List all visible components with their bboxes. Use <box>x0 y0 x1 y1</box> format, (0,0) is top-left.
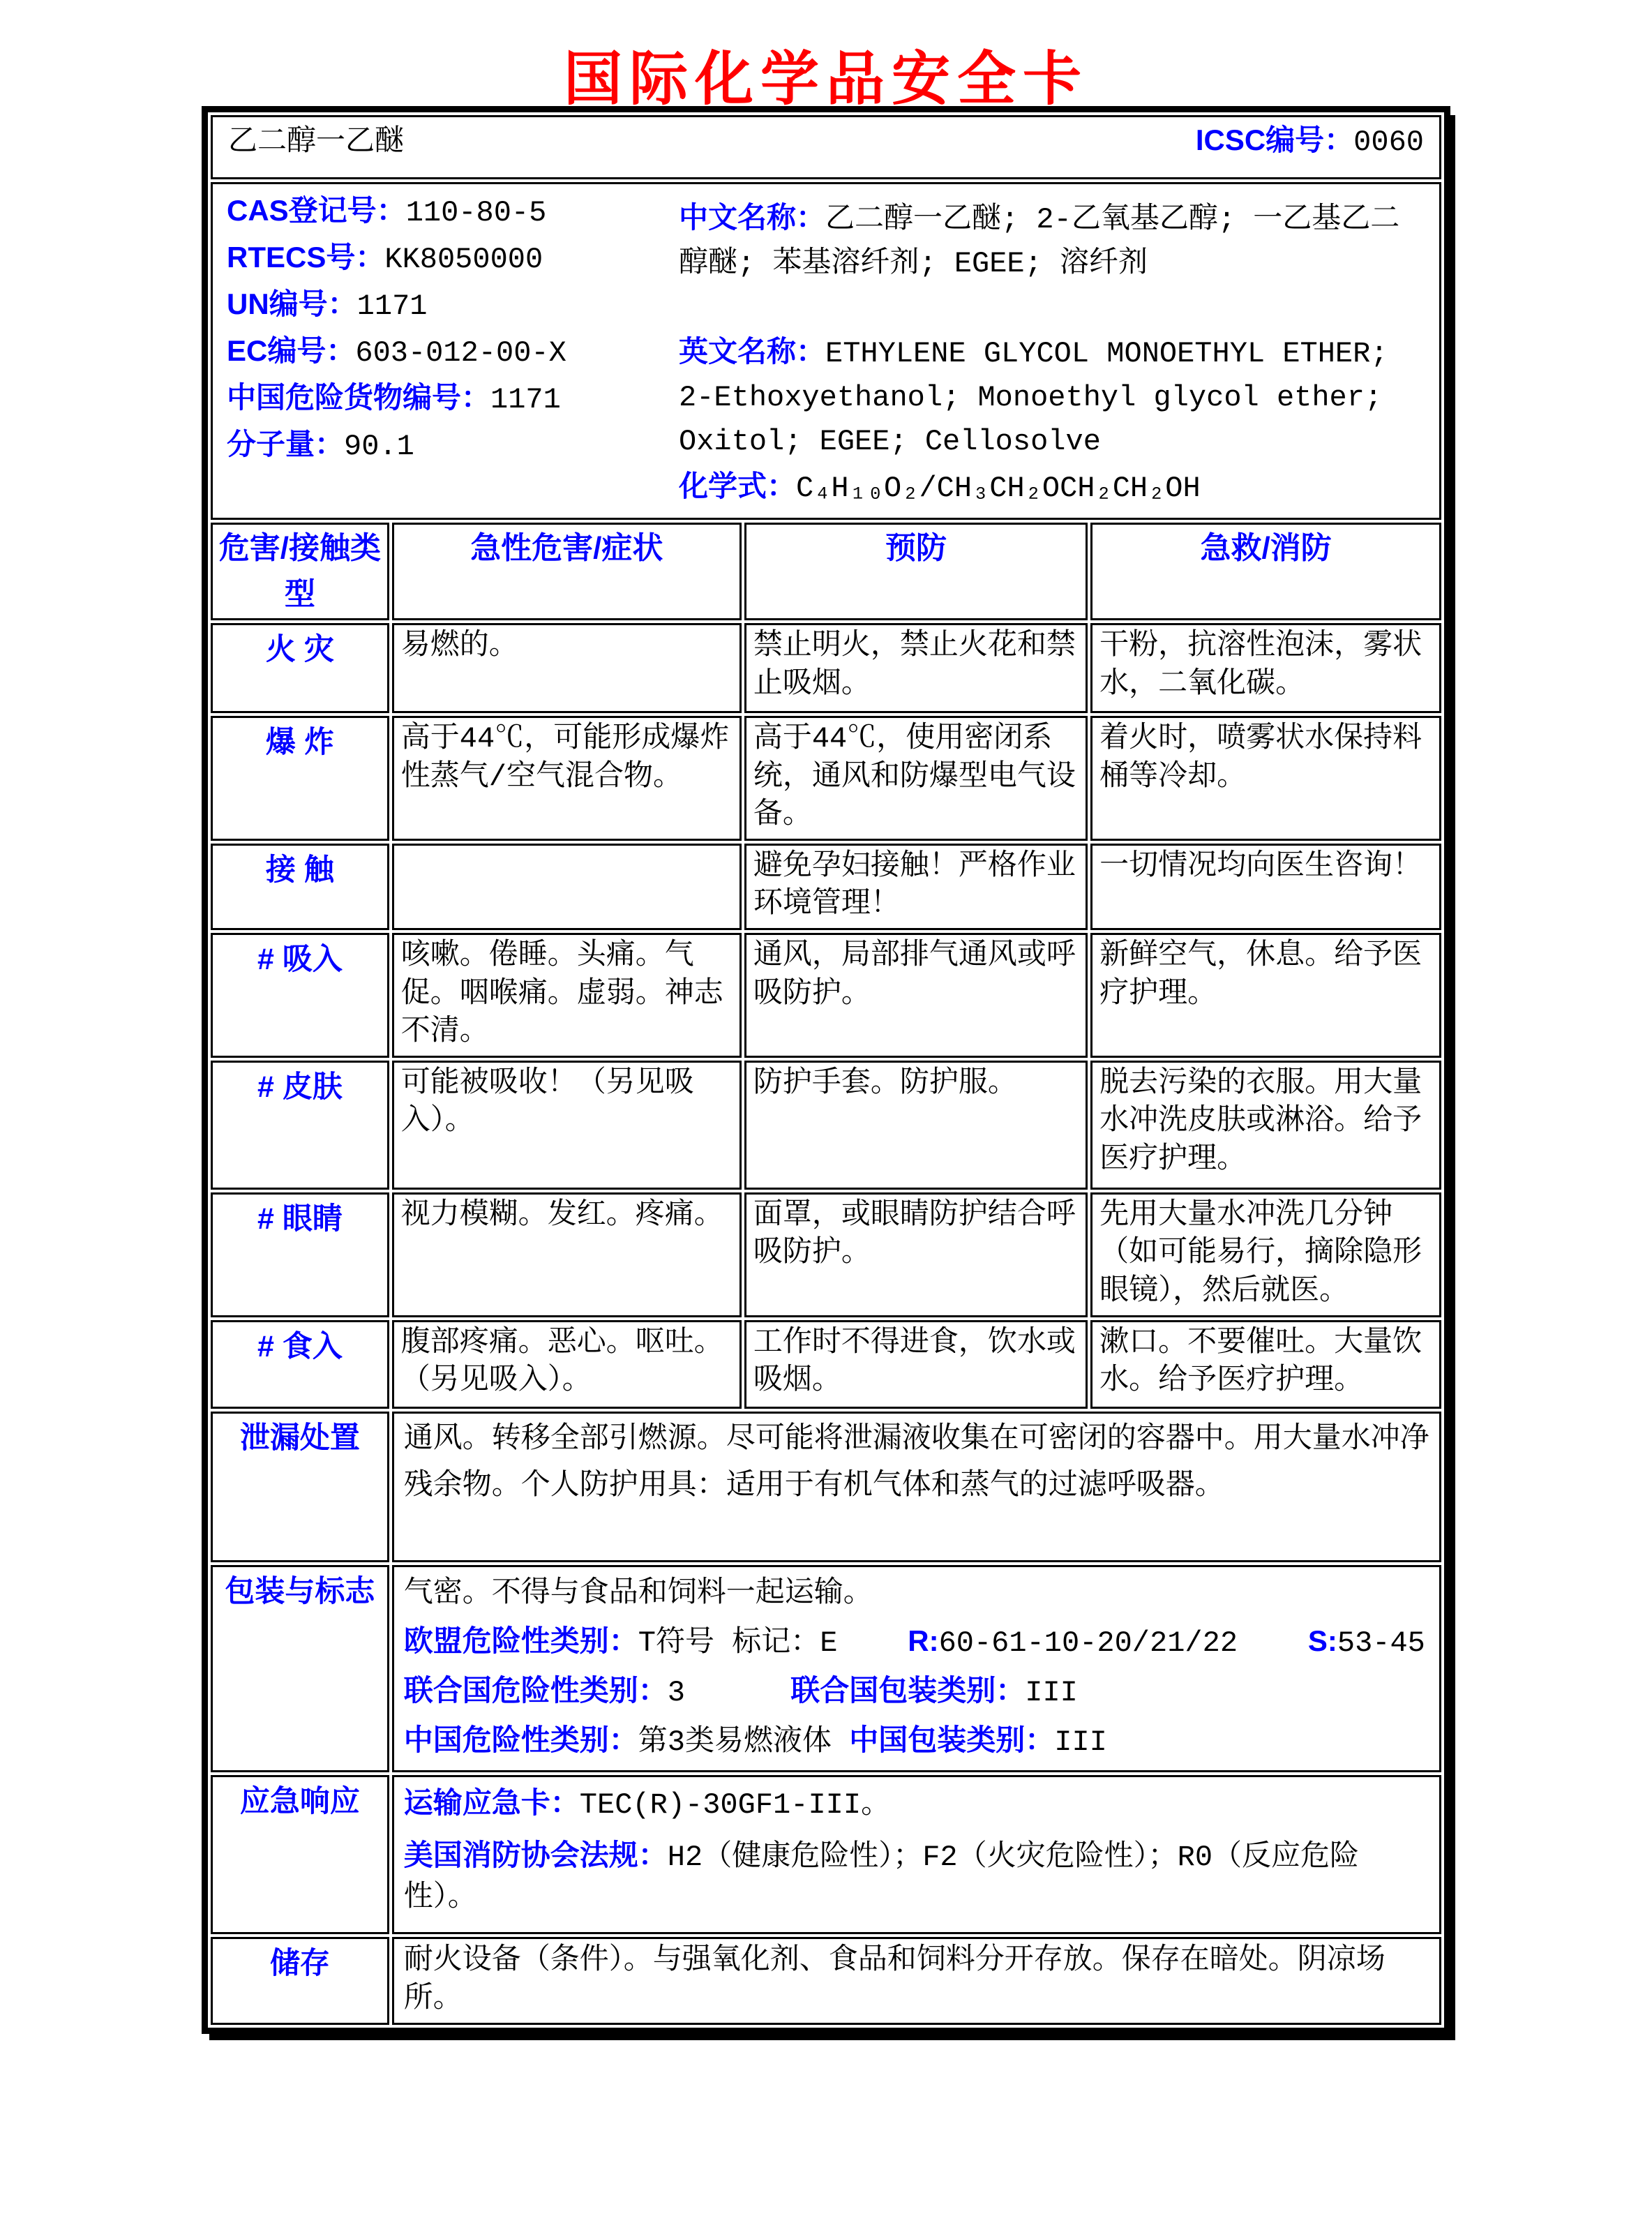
hazard-prevention-cell: 工作时不得进食，饮水或吸烟。 <box>744 1320 1088 1409</box>
hazard-symptoms-cell <box>392 844 742 930</box>
section-label: 储存 <box>211 1937 389 2026</box>
page-title: 国际化学品安全卡 <box>563 47 1088 112</box>
substance-header-row <box>211 115 1441 179</box>
hazard-type-cell: 接 触 <box>211 844 389 930</box>
hazard-symptoms-cell: 视力模糊。发红。疼痛。 <box>392 1192 742 1317</box>
hazard-prevention-cell: 防护手套。防护服。 <box>744 1061 1088 1190</box>
identifier-line <box>227 195 679 228</box>
chinese-names <box>679 195 1425 286</box>
identifier-line <box>227 382 679 415</box>
substance-name: 乙二醇一乙醚 <box>228 126 405 159</box>
ec-label: EC编号： <box>227 334 356 368</box>
section-row-emergency <box>211 1775 1441 1934</box>
field-value: 第3类易燃液体 <box>638 1725 850 1759</box>
field-value: 耐火设备（条件）。与强氧化剂、食品和饲料分开存放。保存在暗处。阴凉场所。 <box>403 1943 1386 2016</box>
english-names-label: 英文名称： <box>679 335 826 368</box>
cas-label: CAS登记号： <box>227 194 406 227</box>
section-line <box>404 1783 1429 1826</box>
field-label: R: <box>908 1624 939 1657</box>
chemical-formula-label: 化学式： <box>679 470 797 502</box>
cas-value: 110-80-5 <box>405 196 547 230</box>
section-line <box>404 1416 1429 1510</box>
section-row-spill <box>211 1412 1441 1562</box>
identifier-line <box>227 334 679 371</box>
hazard-row <box>211 1320 1441 1409</box>
section-line <box>404 1570 1429 1617</box>
rtecs-label: RTECS号： <box>227 241 385 274</box>
hazard-row <box>211 716 1441 841</box>
safety-card-table <box>202 106 1450 2034</box>
hazard-prevention-cell: 避免孕妇接触！严格作业环境管理！ <box>744 844 1088 930</box>
header-hazard-type: 危害/接触类型 <box>211 523 389 620</box>
header-symptoms: 急性危害/症状 <box>392 523 742 620</box>
section-label: 包装与标志 <box>211 1565 389 1772</box>
hazard-first-aid-cell: 干粉，抗溶性泡沫，雾状水，二氧化碳。 <box>1090 623 1441 713</box>
field-value: H2（健康危险性）；F2（火灾危险性）；R0（反应危险性）。 <box>403 1840 1360 1915</box>
field-value: TEC(R)-30GF1-III。 <box>579 1788 891 1822</box>
names-block <box>679 195 1425 511</box>
section-line <box>404 1942 1429 2019</box>
identification-row <box>211 182 1441 520</box>
section-content <box>392 1412 1441 1562</box>
icsc-number-label: ICSC编号： <box>1195 124 1354 156</box>
field-label: S: <box>1307 1624 1337 1657</box>
chemical-formula <box>679 464 1425 511</box>
hazard-first-aid-cell: 先用大量水冲洗几分钟（如可能易行，摘除隐形眼镜），然后就医。 <box>1090 1192 1441 1317</box>
field-value: III <box>1054 1725 1107 1759</box>
chemical-formula-value: C₄H₁₀O₂/CH₃CH₂OCH₂CH₂OH <box>796 472 1201 505</box>
field-label: 美国消防协会法规： <box>403 1838 668 1871</box>
hazard-type-cell: 火 灾 <box>211 623 389 713</box>
identifier-list <box>227 195 679 511</box>
hazard-type-cell: # 食入 <box>211 1320 389 1409</box>
molweight-label: 分子量： <box>227 428 345 461</box>
english-names <box>679 329 1425 464</box>
hazard-row <box>211 933 1441 1058</box>
hazard-symptoms-cell: 咳嗽。倦睡。头痛。气促。咽喉痛。虚弱。神志不清。 <box>392 933 742 1058</box>
section-content <box>392 1565 1441 1772</box>
hazard-symptoms-cell: 高于44℃，可能形成爆炸性蒸气/空气混合物。 <box>392 716 742 841</box>
field-label: 中国包装类别： <box>849 1723 1055 1756</box>
rtecs-value: KK8050000 <box>384 243 543 277</box>
header-first-aid: 急救/消防 <box>1090 523 1441 620</box>
field-label: 运输应急卡： <box>403 1786 580 1819</box>
hazard-first-aid-cell: 着火时，喷雾状水保持料桶等冷却。 <box>1090 716 1441 841</box>
substance-header-cell <box>211 115 1441 179</box>
hazard-first-aid-cell: 脱去污染的衣服。用大量水冲洗皮肤或淋浴。给予医疗护理。 <box>1090 1061 1441 1190</box>
cn-dg-label: 中国危险货物编号： <box>227 381 491 414</box>
hazard-type-cell: # 眼睛 <box>211 1192 389 1317</box>
field-value: 60-61-10-20/21/22 <box>938 1626 1308 1660</box>
hazard-first-aid-cell: 新鲜空气，休息。给予医疗护理。 <box>1090 933 1441 1058</box>
section-content <box>392 1937 1441 2026</box>
section-line <box>404 1835 1429 1919</box>
hazard-first-aid-cell: 一切情况均向医生咨询！ <box>1090 844 1441 930</box>
field-label: 联合国危险性类别： <box>403 1673 668 1707</box>
field-value: T符号 标记：E <box>638 1626 908 1660</box>
field-label: 欧盟危险性类别： <box>403 1624 638 1657</box>
un-value: 1171 <box>356 290 428 324</box>
molweight-value: 90.1 <box>344 430 414 464</box>
hazard-row <box>211 844 1441 930</box>
hazard-type-cell: # 吸入 <box>211 933 389 1058</box>
english-names-value: ETHYLENE GLYCOL MONOETHYL ETHER; 2-Ethoxyethanol; Monoethyl glycol ether; Oxitol; EGEE; Cellosolve <box>679 337 1388 458</box>
hazard-prevention-cell: 面罩，或眼睛防护结合呼吸防护。 <box>744 1192 1088 1317</box>
chinese-names-label: 中文名称： <box>679 201 826 234</box>
identification-cell <box>211 182 1441 520</box>
ec-value: 603-012-00-X <box>355 336 566 371</box>
field-value: III <box>1025 1675 1078 1709</box>
header-prevention: 预防 <box>744 523 1088 620</box>
hazard-prevention-cell: 高于44℃，使用密闭系统，通风和防爆型电气设备。 <box>744 716 1088 841</box>
hazard-symptoms-cell: 易燃的。 <box>392 623 742 713</box>
identifier-line <box>227 429 679 462</box>
hazard-row <box>211 1192 1441 1317</box>
un-label: UN编号： <box>227 287 357 321</box>
hazard-type-cell: 爆 炸 <box>211 716 389 841</box>
field-value: 通风。转移全部引燃源。尽可能将泄漏液收集在可密闭的容器中。用大量水冲净残余物。个人防护用具：适用于有机气体和蒸气的过滤呼吸器。 <box>403 1422 1429 1503</box>
hazard-prevention-cell: 通风，局部排气通风或呼吸防护。 <box>744 933 1088 1058</box>
section-line <box>404 1716 1429 1766</box>
field-value: 53-45 <box>1337 1626 1425 1660</box>
field-value: 气密。不得与食品和饲料一起运输。 <box>403 1576 873 1610</box>
hazard-row <box>211 1061 1441 1190</box>
hazard-symptoms-cell: 可能被吸收！（另见吸入）。 <box>392 1061 742 1190</box>
section-content <box>392 1775 1441 1934</box>
identifier-line <box>227 289 679 322</box>
safety-card <box>202 106 1450 2034</box>
section-row-storage <box>211 1937 1441 2026</box>
identifier-line <box>227 242 679 275</box>
hazard-prevention-cell: 禁止明火，禁止火花和禁止吸烟。 <box>744 623 1088 713</box>
section-line <box>404 1617 1429 1667</box>
hazard-header-row <box>211 523 1441 620</box>
icsc-number-value: 0060 <box>1353 126 1424 159</box>
section-label: 应急响应 <box>211 1775 389 1934</box>
field-label: 联合国包装类别： <box>790 1673 1026 1707</box>
chinese-names-value: 乙二醇一乙醚; 2-乙氧基乙醇; 一乙基乙二醇醚; 苯基溶纤剂; EGEE; 溶纤剂 <box>679 203 1400 280</box>
field-value: 3 <box>667 1675 791 1709</box>
icsc-number <box>1196 117 1424 159</box>
hazard-row <box>211 623 1441 713</box>
cn-dg-value: 1171 <box>490 383 561 417</box>
section-label: 泄漏处置 <box>211 1412 389 1562</box>
hazard-first-aid-cell: 漱口。不要催吐。大量饮水。给予医疗护理。 <box>1090 1320 1441 1409</box>
section-row-packaging <box>211 1565 1441 1772</box>
hazard-type-cell: # 皮肤 <box>211 1061 389 1190</box>
field-label: 中国危险性类别： <box>403 1723 638 1756</box>
section-line <box>404 1667 1429 1716</box>
hazard-symptoms-cell: 腹部疼痛。恶心。呕吐。（另见吸入）。 <box>392 1320 742 1409</box>
